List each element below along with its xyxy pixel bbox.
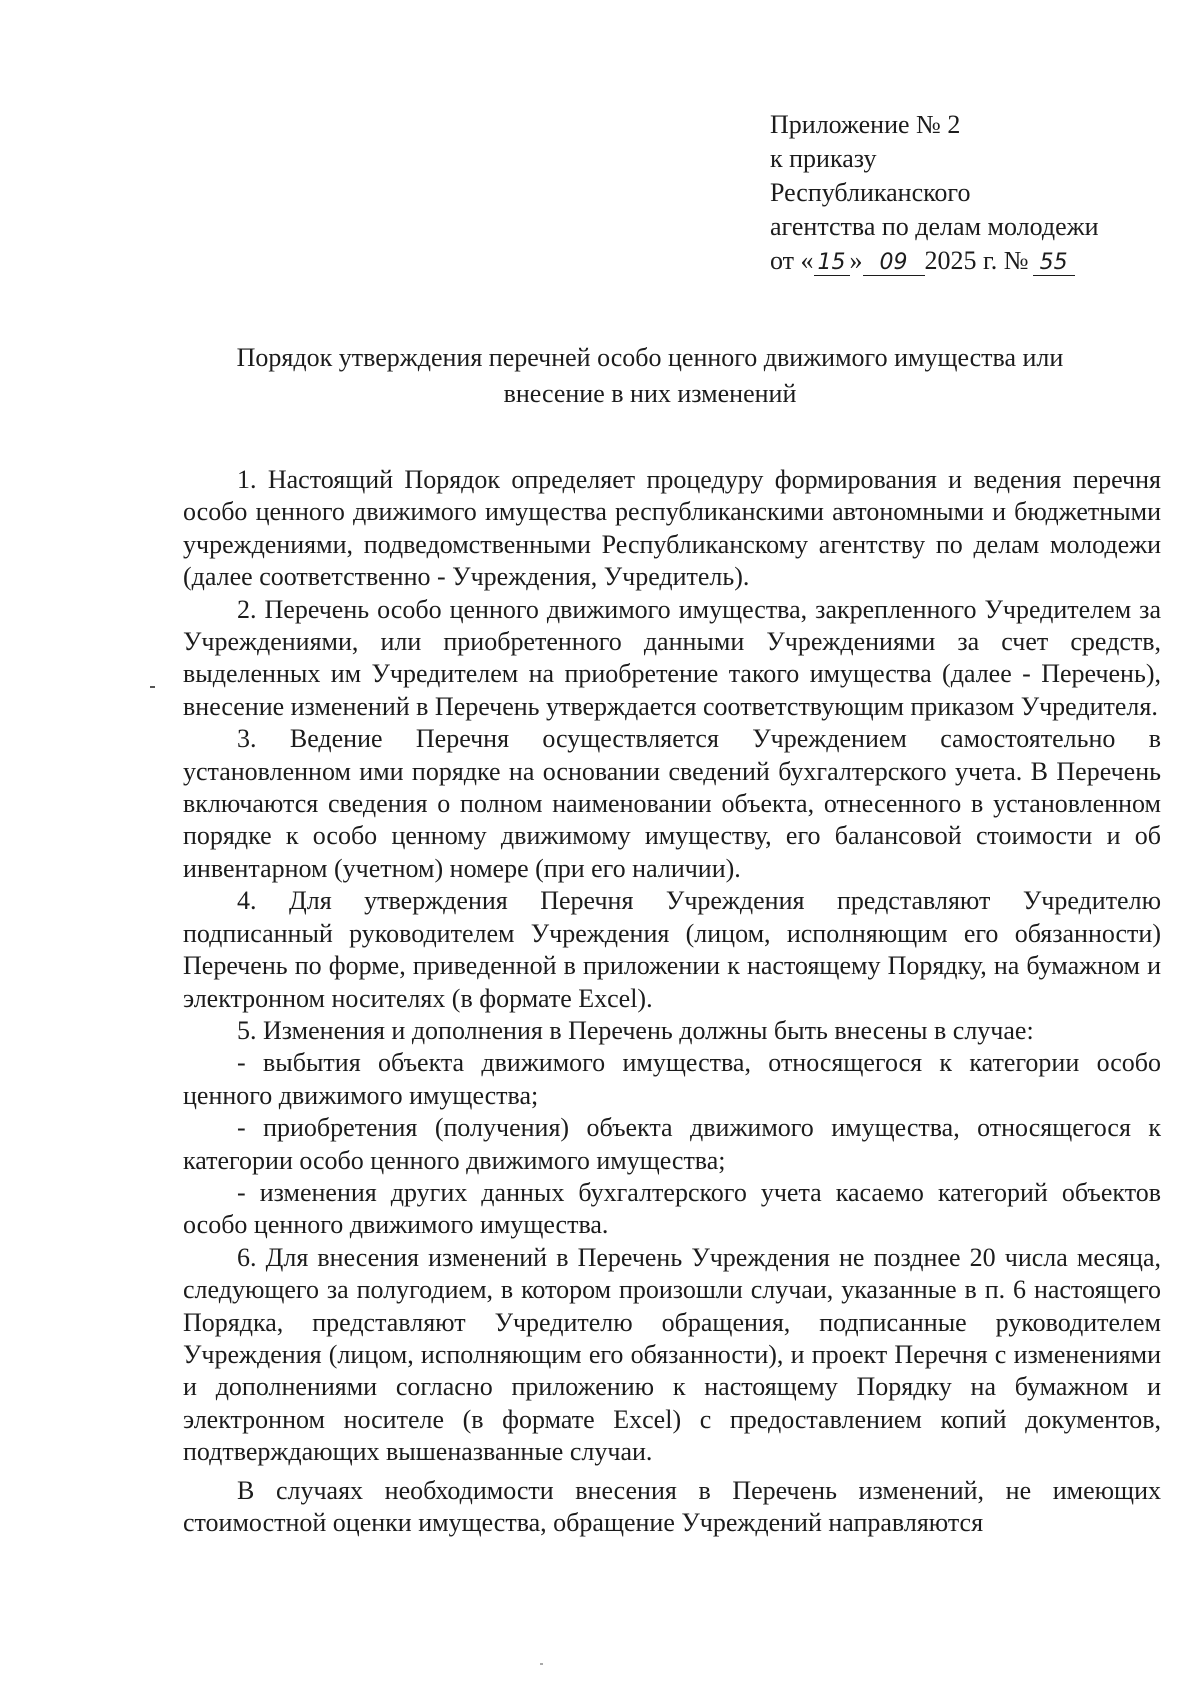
paragraph-7: В случаях необходимости внесения в Перечень изменений, не имеющих стоимостной оценки имущества, обращение Учреждений направляются [183, 1475, 1161, 1537]
date-prefix: от « [770, 246, 814, 275]
paragraph-3: 3. Ведение Перечня осуществляется Учреждением самостоятельно в установленном ими порядке на основании сведений бухгалтерского учета. В Перечень включаются сведения о полном наименовании объекта, отнесенного в установленном порядке к особо ценному движимому имуществу, его балансовой стоимости и об инвентарном (учетном) номере (при его наличии). [183, 724, 1161, 883]
order-number-blank [1033, 249, 1075, 276]
scan-dot [540, 1663, 543, 1665]
date-month: 09 [879, 250, 908, 275]
date-mid: » [849, 246, 863, 275]
appendix-agency-line2: агентства по делам молодежи [770, 212, 1099, 241]
paragraph-1: 1. Настоящий Порядок определяет процедуру формирования и ведения перечня особо ценного движимого имущества республиканскими автономными и бюджетными учреждениями, подведомственными Республиканскому агентству по делам молодежи (далее соответственно - Учреждения, Учредитель). [183, 465, 1161, 592]
date-day-blank [814, 249, 850, 276]
list-item-disposal: - выбытия объекта движимого имущества, относящегося к категории особо ценного движимого имущества; [183, 1048, 1161, 1110]
paragraph-5: 5. Изменения и дополнения в Перечень должны быть внесены в случае: [237, 1015, 1034, 1045]
scan-mark [150, 686, 155, 688]
appendix-to-order: к приказу [770, 144, 877, 173]
date-day: 15 [817, 250, 846, 275]
list-item-changes: - изменения других данных бухгалтерского учета касаемо категорий объектов особо ценного движимого имущества. [183, 1177, 1161, 1240]
paragraph-6: 6. Для внесения изменений в Перечень Учреждения не позднее 20 числа месяца, следующего за полугодием, в котором произошли случаи, указанные в п. 6 настоящего Порядка, представляют Учредителю обращения, подписанные руководителем Учреждения (лицом, исполняющим его обязанности), и проект Перечня с изменениями и дополнениями согласно приложению к настоящему Порядку на бумажном и электронном носителе (в формате Excel) с предоставлением копий документов, подтверждающих вышеназванные случаи. [183, 1242, 1161, 1467]
date-year: 2025 г. № [924, 246, 1029, 275]
appendix-agency-line1: Республиканского [770, 178, 971, 207]
date-month-blank [863, 249, 925, 276]
list-item-acquisition: - приобретения (получения) объекта движимого имущества, относящегося к категории особо ценного движимого имущества; [183, 1113, 1161, 1175]
order-date-line [770, 244, 1170, 278]
title-line-1: Порядок утверждения перечней особо ценного движимого имущества или [236, 343, 1064, 372]
appendix-number: Приложение № 2 [770, 110, 961, 139]
paragraph-2: 2. Перечень особо ценного движимого имущества, закрепленного Учредителем за Учреждениями, или приобретенного данными Учреждениями за счет средств, выделенных им Учредителем на приобретение такого имущества (далее - Перечень), внесение изменений в Перечень утверждается соответствующим приказом Учредителя. [183, 594, 1161, 721]
document-body [183, 464, 1161, 1539]
document-title [150, 340, 1150, 412]
paragraph-4: 4. Для утверждения Перечня Учреждения представляют Учредителю подписанный руководителем Учреждения (лицом, исполняющим его обязанности) Перечень по форме, приведенной в приложении к настоящему Порядку, на бумажном и электронном носителях (в формате Excel). [183, 886, 1161, 1013]
title-line-2: внесение в них изменений [503, 379, 797, 408]
appendix-header [770, 108, 1170, 278]
order-number: 55 [1039, 250, 1068, 275]
